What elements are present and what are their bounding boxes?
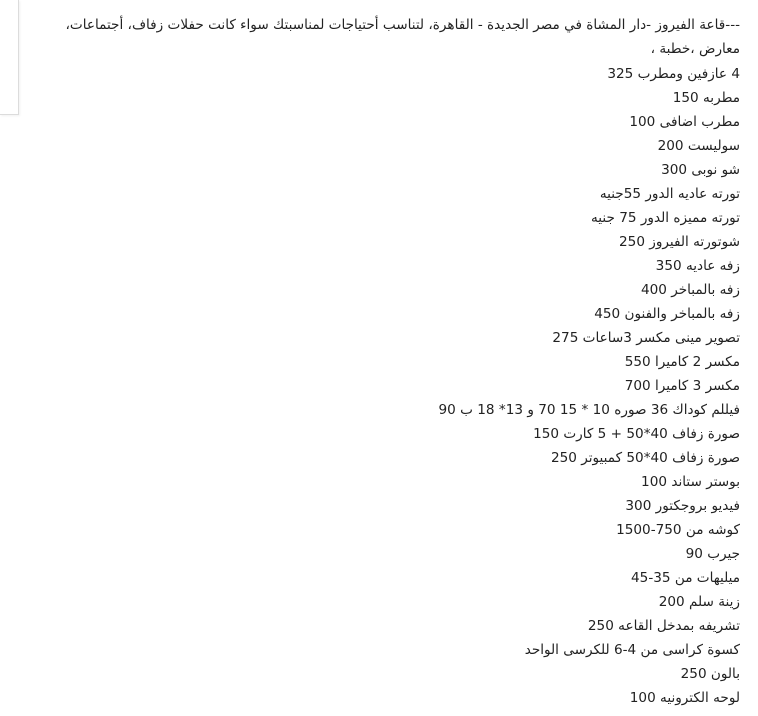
price-line: بالون 250 bbox=[680, 666, 740, 682]
price-line: جيرب 90 bbox=[685, 546, 740, 562]
price-line: زفه عاديه 350 bbox=[655, 258, 740, 274]
price-line: صورة زفاف 40*50 كمبيوتر 250 bbox=[550, 450, 740, 466]
price-line: سوليست 200 bbox=[657, 138, 740, 154]
price-line: كسوة كراسى من 4-6 للكرسى الواحد bbox=[524, 642, 740, 658]
price-line: فيديو بروجكتور 300 bbox=[625, 498, 740, 514]
price-line: شو نوبى 300 bbox=[661, 162, 740, 178]
price-line: مطرب اضافى 100 bbox=[629, 114, 740, 130]
price-line: مكسر 3 كاميرا 700 bbox=[624, 378, 740, 394]
price-line: فيللم كوداك 36 صوره 10 * 15 70 و 13* 18 ب 90 bbox=[438, 402, 740, 418]
post-content bbox=[40, 13, 740, 710]
price-line: كوشه من 750-1500 bbox=[616, 522, 740, 538]
price-line: تشريفه بمدخل القاعه 250 bbox=[587, 618, 740, 634]
price-line: تصوير مينى مكسر 3ساعات 275 bbox=[552, 330, 740, 346]
side-panel-tab bbox=[0, 0, 19, 115]
price-line: شوتورته الفيروز 250 bbox=[619, 234, 740, 250]
price-line: لوحه الكترونيه 100 bbox=[629, 690, 740, 706]
price-line: زفه بالمباخر والفنون 450 bbox=[594, 306, 740, 322]
price-line: زينة سلم 200 bbox=[658, 594, 740, 610]
price-line: تورته مميزه الدور 75 جنيه bbox=[591, 210, 740, 226]
price-line: مكسر 2 كاميرا 550 bbox=[624, 354, 740, 370]
price-line: صورة زفاف 40*50 + 5 كارت 150 bbox=[533, 426, 740, 442]
price-line: تورته عاديه الدور 55جنيه bbox=[599, 186, 740, 202]
intro-paragraph: ---قاعة الفيروز -دار المشاة في مصر الجديدة - القاهرة، لتناسب أحتياجات لمناسبتك سواء كانت حفلات زفاف، أجتماعات، معارض ،خطبة ، bbox=[65, 17, 740, 57]
price-line: زفه بالمباخر 400 bbox=[640, 282, 740, 298]
price-line: 4 عازفين ومطرب 325 bbox=[607, 66, 740, 82]
price-line: بوستر ستاند 100 bbox=[641, 474, 740, 490]
price-line: مطربه 150 bbox=[672, 90, 740, 106]
price-line: ميليهات من 35-45 bbox=[631, 570, 740, 586]
price-list bbox=[40, 62, 740, 710]
